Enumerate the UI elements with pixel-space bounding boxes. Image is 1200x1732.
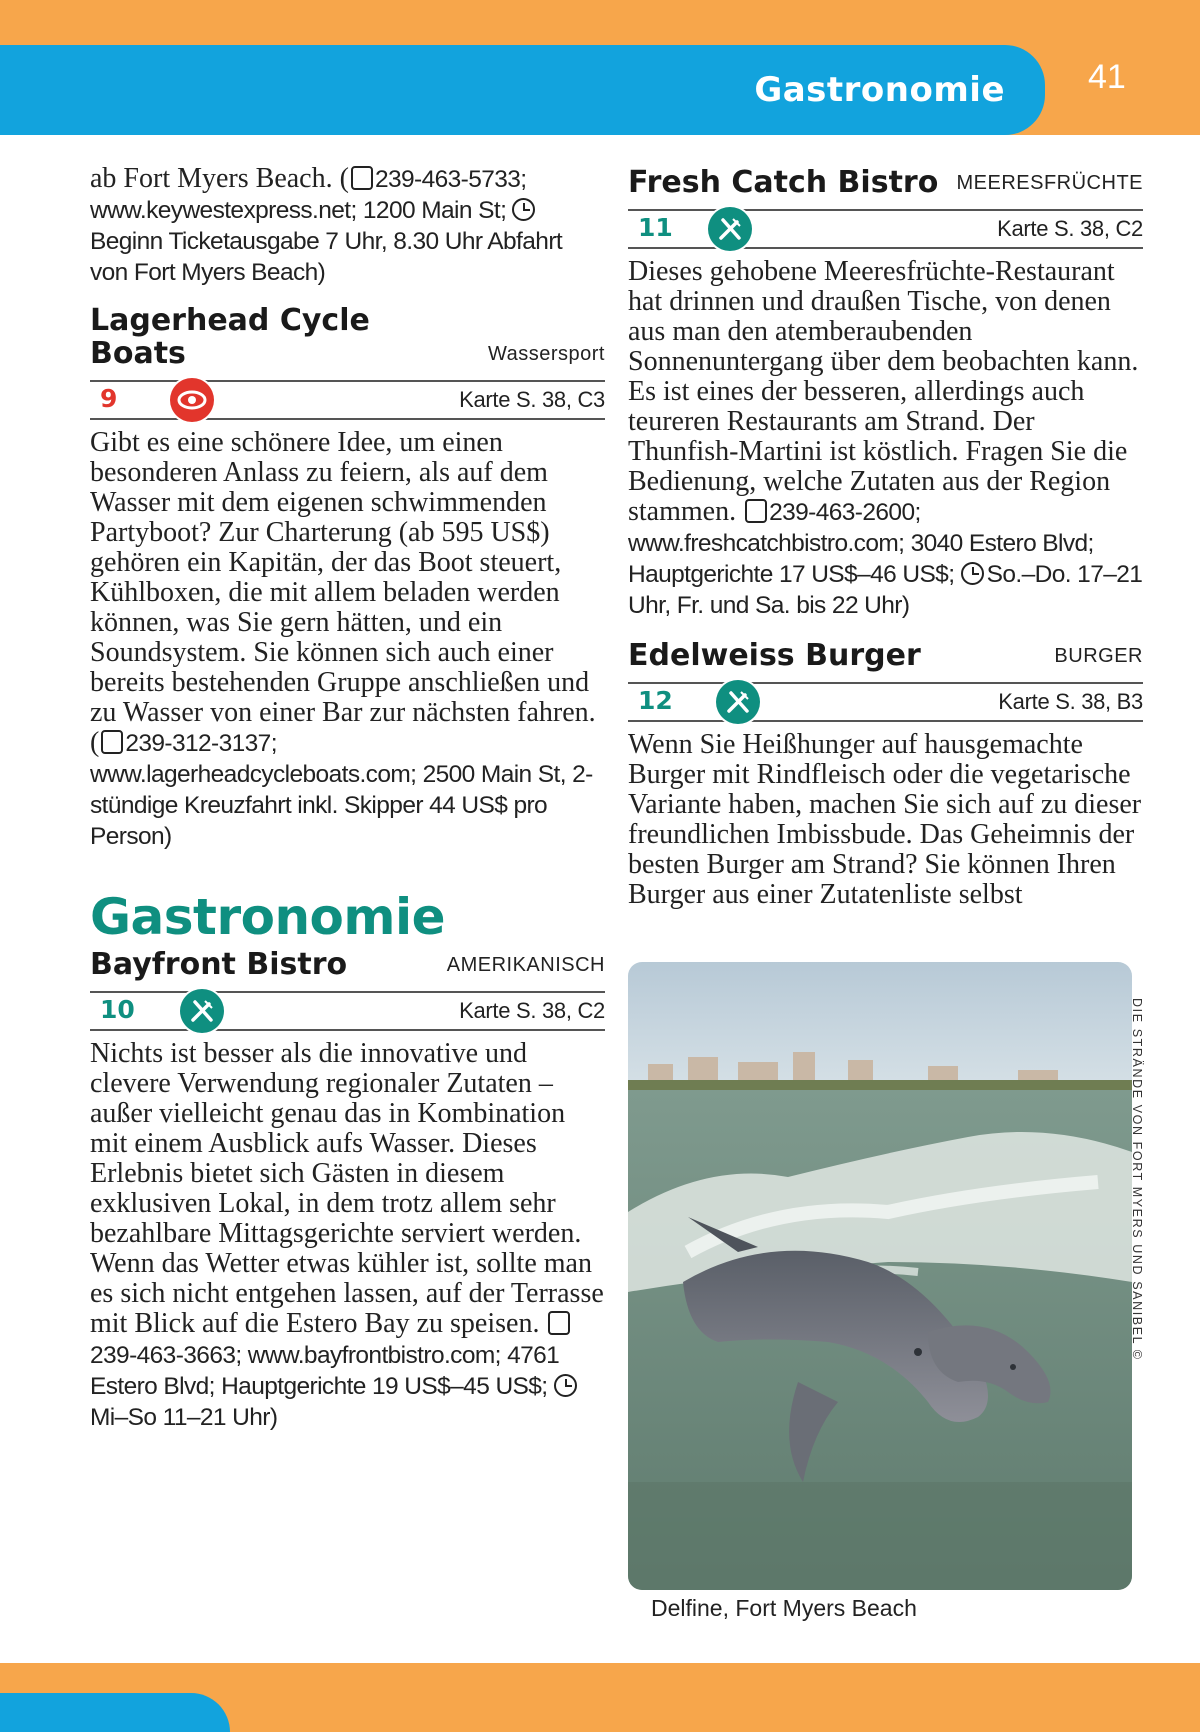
left-column	[90, 164, 605, 1433]
entry-meta-10	[90, 987, 605, 1035]
entry-body-11	[628, 257, 1143, 621]
fork-knife-icon	[706, 205, 754, 253]
divider	[628, 209, 1143, 211]
photo-credit: DIE STRÄNDE VON FORT MYERS UND SANIBEL ©	[1130, 998, 1144, 1361]
map-reference-12: Karte S. 38, B3	[998, 689, 1143, 714]
entry-info-10: www.bayfrontbistro.com; 4761 Estero Blvd; Hauptgerichte 19 US$–45 US$;	[90, 1342, 560, 1400]
entry-number-9: 9	[100, 384, 118, 413]
entry-title-line1: Lagerhead Cycle	[90, 303, 370, 338]
entry-category-9: Wassersport	[487, 343, 605, 365]
phone-icon	[745, 499, 767, 523]
entry-text-9: Gibt es eine schönere Idee, um einen besonderen Anlass zu feiern, als auf dem Wasser mit dem eigenen schwimmenden Partyboot? Zur Charterung (ab 595 US$) gehören ein Kapitän, der das Boot steuert, Kühlboxen, die mit allem beladen werden können, was Sie gern hätten, und ein Soundsystem. Sie können sich auch einer bereits bestehenden Gruppe anschließen und zu Wasser von einer Bar zur nächsten fahren. (	[90, 427, 596, 758]
entry-title-10: Bayfront Bistro	[90, 947, 348, 982]
intro-hours: Beginn Ticketausgabe 7 Uhr, 8.30 Uhr Abfahrt von Fort Myers Beach)	[90, 228, 563, 286]
page-number: 41	[1088, 58, 1126, 96]
entry-title-line2: Boats	[90, 336, 186, 371]
dolphin-photo	[628, 962, 1132, 1590]
divider	[628, 247, 1143, 249]
entry-title-12: Edelweiss Burger	[628, 638, 921, 673]
entry-meta-11	[628, 205, 1143, 253]
eye-icon	[168, 376, 216, 424]
photo-caption: Delfine, Fort Myers Beach	[651, 1595, 917, 1621]
clock-icon	[961, 562, 984, 585]
entry-header-9	[90, 304, 605, 370]
divider	[90, 1029, 605, 1031]
section-tab-title: Gastronomie	[754, 70, 1005, 110]
entry-category-11: MEERESFRÜCHTE	[956, 172, 1143, 194]
map-reference-10: Karte S. 38, C2	[459, 998, 605, 1023]
entry-info-9: www.lagerheadcycleboats.com; 2500 Main St, 2-stündige Kreuzfahrt inkl. Skipper 44 US$ pro Person)	[90, 761, 593, 850]
intro-info: www.keywestexpress.net; 1200 Main St;	[90, 197, 513, 224]
entry-header-11	[628, 166, 1143, 199]
phone-icon	[101, 730, 123, 754]
clock-icon	[554, 1374, 577, 1397]
entry-number-10: 10	[100, 995, 135, 1024]
entry-title-9	[90, 304, 370, 370]
entry-body-9	[90, 428, 605, 852]
entry-body-10	[90, 1039, 605, 1433]
entry-info-11: www.freshcatchbistro.com; 3040 Estero Blvd; Hauptgerichte 17 US$–46 US$;	[628, 530, 1094, 588]
entry-phone-9: 239-312-3137;	[125, 730, 277, 757]
map-reference-11: Karte S. 38, C2	[997, 216, 1143, 241]
entry-hours-11: So.–Do. 17–21 Uhr, Fr. und Sa. bis 22 Uhr)	[628, 561, 1143, 619]
entry-hours-10: Mi–So 11–21 Uhr)	[90, 1404, 278, 1431]
section-heading: Gastronomie	[90, 888, 446, 946]
entry-text-10: Nichts ist besser als die innovative und clevere Verwendung regionaler Zutaten – außer vielleicht genau das in Kombination mit einem Ausblick aufs Wasser. Dieses Erlebnis bietet sich Gästen in diesem exklusiven Lokal, in dem trotz allem sehr bezahlbare Mittagsgerichte serviert werden. Wenn das Wetter etwas kühler ist, sollte man es sich nicht entgehen lassen, auf der Terrasse mit Blick auf die Estero Bay zu speisen.	[90, 1038, 604, 1339]
fork-knife-icon	[714, 678, 762, 726]
divider	[628, 720, 1143, 722]
entry-meta-12	[628, 678, 1143, 726]
entry-body-12: Wenn Sie Heißhunger auf hausgemachte Burger mit Rindfleisch oder die vegetarische Variante haben, machen Sie sich auf zu dieser freundlichen Imbissbude. Das Geheimnis der besten Burger am Strand? Sie können Ihren Burger aus einer Zutatenliste selbst	[628, 729, 1142, 910]
entry-phone-11: 239-463-2600;	[769, 499, 921, 526]
divider	[90, 418, 605, 420]
footer-blue-band	[0, 1693, 230, 1732]
entry-category-12: BURGER	[1054, 645, 1143, 667]
intro-paragraph	[90, 164, 605, 288]
entry-header-12	[628, 639, 1143, 672]
entry-header-10	[90, 948, 605, 981]
clock-icon	[512, 198, 535, 221]
phone-icon	[351, 166, 373, 190]
intro-text: ab Fort Myers Beach. (	[90, 163, 349, 194]
intro-phone: 239-463-5733;	[374, 166, 527, 193]
divider	[628, 682, 1143, 684]
entry-title-11: Fresh Catch Bistro	[628, 165, 939, 200]
divider	[90, 991, 605, 993]
phone-icon	[548, 1311, 570, 1335]
right-column	[628, 166, 1143, 910]
entry-text-11: Dieses gehobene Meeresfrüchte-Restaurant hat drinnen und draußen Tische, von denen aus man den atemberaubenden Sonnenuntergang über dem beobachten kann. Es ist eines der besseren, allerdings auch teureren Restaurants am Strand. Der Thunfish-Martini ist köstlich. Fragen Sie die Bedienung, welche Zutaten aus der Region stammen.	[628, 256, 1139, 527]
map-reference-9: Karte S. 38, C3	[459, 387, 605, 412]
entry-phone-10: 239-463-3663;	[90, 1342, 242, 1369]
entry-number-11: 11	[638, 213, 673, 242]
divider	[90, 380, 605, 382]
dolphin-illustration	[628, 962, 1132, 1590]
entry-number-12: 12	[638, 686, 673, 715]
entry-meta-9	[90, 376, 605, 424]
entry-category-10: AMERIKANISCH	[446, 954, 605, 976]
fork-knife-icon	[178, 987, 226, 1035]
